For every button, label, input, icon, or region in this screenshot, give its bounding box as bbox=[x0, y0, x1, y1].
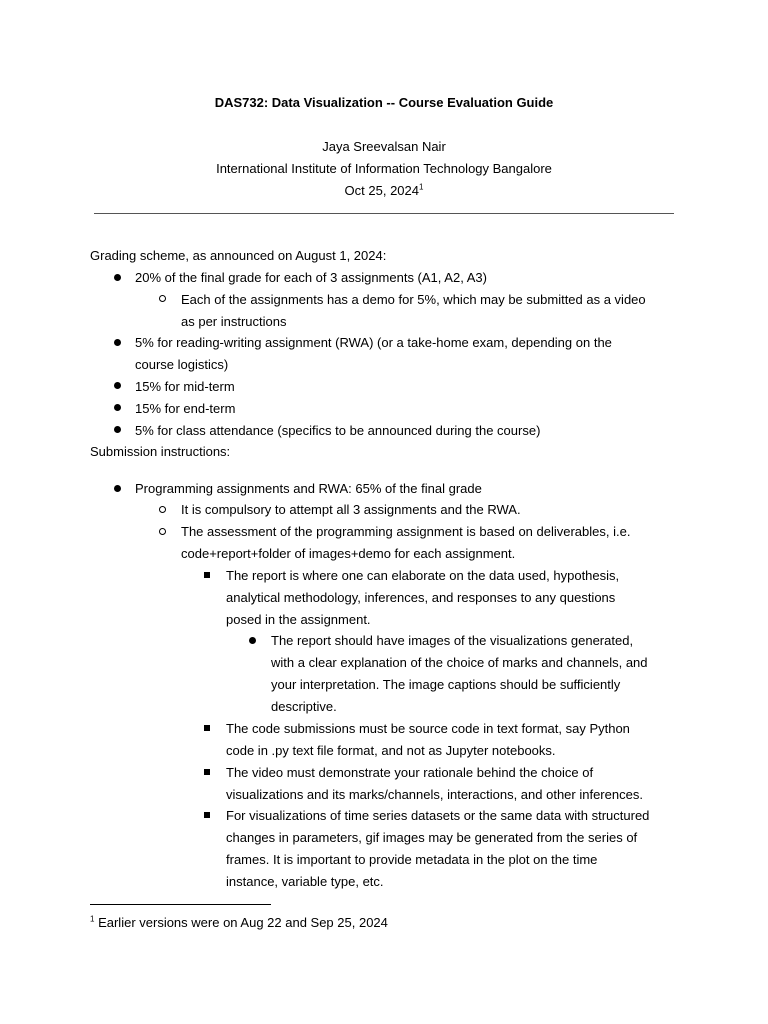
grading-item-assignments: 20% of the final grade for each of 3 assignments (A1, A2, A3) bbox=[135, 270, 487, 285]
submission-subitem-assessment: The assessment of the programming assignment is based on deliverables, i.e. bbox=[181, 524, 631, 539]
grading-item-midterm: 15% for mid-term bbox=[135, 379, 235, 394]
document-title: DAS732: Data Visualization -- Course Evaluation Guide bbox=[214, 95, 554, 110]
timeseries-item-line2: changes in parameters, gif images may be generated from the series of bbox=[226, 830, 638, 845]
report-images-line2: with a clear explanation of the choice of marks and channels, and bbox=[271, 655, 648, 670]
bullet-square-icon bbox=[204, 812, 210, 818]
submission-heading: Submission instructions: bbox=[90, 444, 231, 459]
timeseries-item-line3: frames. It is important to provide metadata in the plot on the time bbox=[226, 852, 598, 867]
grading-item-rwa-cont: course logistics) bbox=[135, 357, 229, 372]
report-item-line2: analytical methodology, inferences, and responses to any questions bbox=[226, 590, 616, 605]
footnote-mark: 1 bbox=[90, 914, 95, 924]
grading-subitem-demo: Each of the assignments has a demo for 5%, which may be submitted as a video bbox=[181, 292, 646, 307]
timeseries-item-line1: For visualizations of time series datasets or the same data with structured bbox=[226, 808, 650, 823]
bullet-circle-icon bbox=[159, 528, 166, 535]
grading-intro: Grading scheme, as announced on August 1, 2024: bbox=[90, 248, 387, 263]
date-text: Oct 25, 2024 bbox=[344, 183, 419, 198]
submission-item-programming: Programming assignments and RWA: 65% of the final grade bbox=[135, 481, 482, 496]
bullet-square-icon bbox=[204, 572, 210, 578]
bullet-dot-icon bbox=[114, 339, 121, 346]
video-item-line2: visualizations and its marks/channels, interactions, and other inferences. bbox=[226, 787, 643, 802]
report-images-line3: your interpretation. The image captions should be sufficiently bbox=[271, 677, 621, 692]
report-images-line1: The report should have images of the visualizations generated, bbox=[271, 633, 634, 648]
bullet-dot-icon bbox=[114, 382, 121, 389]
code-item-line1: The code submissions must be source code in text format, say Python bbox=[226, 721, 630, 736]
bullet-circle-icon bbox=[159, 506, 166, 513]
footnote-text: Earlier versions were on Aug 22 and Sep 25, 2024 bbox=[98, 915, 388, 930]
bullet-circle-icon bbox=[159, 295, 166, 302]
video-item-line1: The video must demonstrate your rationale behind the choice of bbox=[226, 765, 594, 780]
header-divider bbox=[94, 213, 674, 214]
footnote bbox=[90, 915, 388, 931]
footnote-reference: 1 bbox=[419, 182, 424, 192]
report-images-line4: descriptive. bbox=[271, 699, 337, 714]
bullet-square-icon bbox=[204, 769, 210, 775]
grading-item-attendance: 5% for class attendance (specifics to be announced during the course) bbox=[135, 423, 541, 438]
grading-subitem-demo-cont: as per instructions bbox=[181, 314, 287, 329]
grading-item-rwa: 5% for reading-writing assignment (RWA) (or a take-home exam, depending on the bbox=[135, 335, 612, 350]
author-name: Jaya Sreevalsan Nair bbox=[322, 139, 446, 154]
bullet-dot-icon bbox=[114, 274, 121, 281]
bullet-square-icon bbox=[204, 725, 210, 731]
bullet-dot-icon bbox=[114, 404, 121, 411]
bullet-dot-icon bbox=[114, 426, 121, 433]
document-date bbox=[0, 183, 768, 199]
institution-name: International Institute of Information Technology Bangalore bbox=[216, 161, 552, 176]
submission-subitem-compulsory: It is compulsory to attempt all 3 assignments and the RWA. bbox=[181, 502, 521, 517]
timeseries-item-line4: instance, variable type, etc. bbox=[226, 874, 384, 889]
bullet-dot-icon bbox=[249, 637, 256, 644]
bullet-dot-icon bbox=[114, 485, 121, 492]
code-item-line2: code in .py text file format, and not as Jupyter notebooks. bbox=[226, 743, 556, 758]
grading-item-endterm: 15% for end-term bbox=[135, 401, 236, 416]
submission-subitem-assessment-cont: code+report+folder of images+demo for each assignment. bbox=[181, 546, 516, 561]
footnote-divider bbox=[90, 904, 271, 905]
report-item-line3: posed in the assignment. bbox=[226, 612, 371, 627]
report-item-line1: The report is where one can elaborate on the data used, hypothesis, bbox=[226, 568, 620, 583]
